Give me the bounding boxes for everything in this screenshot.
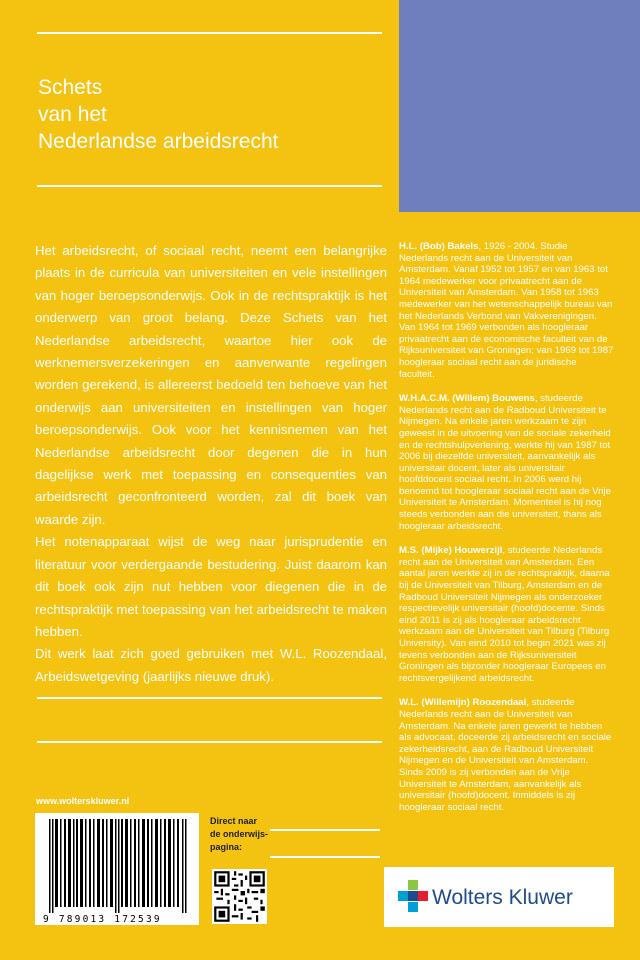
wolters-kluwer-logo-icon bbox=[398, 880, 428, 912]
author-name: W.H.A.C.M. (Willem) Bouwens bbox=[399, 393, 535, 405]
direct-rule-1 bbox=[270, 829, 380, 831]
title-line-3: Nederlandse arbeidsrecht bbox=[38, 130, 279, 153]
isbn-number: 9 789013 172539 bbox=[43, 914, 162, 925]
author-bio-text: , studeerde Nederlands recht aan de Universiteit van Amsterdam. Na enkele jaren gewerkt te hebben als advocaat, doceerde zij arbeidsrecht en sociale zekerheidsrecht, aan de Radboud Universiteit Nijmegen en de Universiteit van Amsterdam. Sinds 2009 is zij verbonden aan de Vrije Universiteit te Amsterdam, aanvankelijk als universitair (hoofd)docent. Inmiddels is zij hoogleraar sociaal recht. bbox=[399, 697, 612, 813]
publisher-logo bbox=[384, 867, 614, 927]
author-bio-text: , studeerde Nederlands recht aan de Universiteit van Amsterdam. Een aantal jaren werkte zij in de rechtspraktijk, daarna bij de Universiteit van Tilburg, Amsterdam en de Radboud Universiteit Nijmegen als onderzoeker respectievelijk universitair (hoofd)docente. Sinds eind 2011 is zij als hoogleraar arbeidsrecht werkzaam aan de Universiteit van Tilburg (Tilburg University). Van eind 2010 tot begin 2021 was zij tevens verbonden aan de Rijksuniversiteit Groningen als bijzonder hoogleraar Europees en rechtsvergelijkend arbeidsrecht. bbox=[399, 545, 610, 684]
author-name: H.L. (Bob) Bakels bbox=[399, 241, 479, 252]
direct-line-1: Direct naar bbox=[210, 816, 258, 826]
author-name: W.L. (Willemijn) Roozendaal bbox=[399, 697, 527, 709]
qr-code[interactable] bbox=[212, 869, 267, 924]
author-bio bbox=[399, 545, 614, 684]
description-paragraph-2: Het notenapparaat wijst de weg naar jurisprudentie en literatuur voor verdergaande bestudering. Juist daarom kan dit boek ook zijn nut hebben voor diegenen die in de rechtspraktijk met toepassing van het arbeidsrecht te maken hebben. bbox=[35, 534, 387, 639]
author-bios bbox=[399, 241, 614, 826]
direct-line-3: pagina: bbox=[210, 842, 243, 852]
author-name: M.S. (Mijke) Houwerzijl bbox=[399, 545, 503, 557]
blue-accent-block bbox=[399, 0, 640, 212]
author-bio bbox=[399, 241, 614, 380]
book-description bbox=[35, 240, 387, 688]
author-bio bbox=[399, 393, 614, 532]
top-rule-1 bbox=[37, 32, 382, 34]
direct-line-2: de onderwijs- bbox=[210, 829, 269, 839]
publisher-name: Wolters Kluwer bbox=[432, 886, 573, 909]
isbn-barcode bbox=[35, 813, 199, 925]
description-paragraph-1: Het arbeidsrecht, of sociaal recht, neemt een belangrijke plaats in de curricula van universiteiten en vele instellingen van hoger beroepsonderwijs. Ook in de rechtspraktijk is het onderwerp van groot belang. Deze Schets van het Nederlandse arbeidsrecht, waartoe hier ook de werknemersverzekeringen en aanverwante regelingen worden gerekend, is allereerst bedoeld ten behoeve van het onderwijs aan universiteiten en instellingen van hoger beroepsonderwijs. Ook voor het kennisnemen van het Nederlandse arbeidsrecht door degenen die in hun dagelijkse werk met toepassing en consequenties van arbeidsrecht geconfronteerd worden, zal dit boek van waarde zijn. bbox=[35, 243, 387, 527]
barcode-icon bbox=[43, 819, 193, 913]
bottom-rule-1 bbox=[37, 697, 382, 699]
direct-label bbox=[210, 815, 268, 854]
bottom-rule-2 bbox=[37, 741, 382, 743]
title-line-1: Schets bbox=[38, 76, 103, 99]
direct-rule-2 bbox=[270, 856, 380, 858]
website-link[interactable]: www.wolterskluwer.nl bbox=[36, 796, 130, 806]
title-line-2: van het bbox=[38, 103, 107, 126]
qr-code-icon bbox=[212, 869, 267, 924]
author-bio-text: , 1926 - 2004. Studie Nederlands recht aan de Universiteit van Amsterdam. Vanaf 1952 tot 1957 en van 1963 tot 1964 medewerker voor privaatrecht aan de Universiteit van Amsterdam. Van 1958 tot 1963 medewerker van het wetenschappelijk bureau van het Nederlands Verbond van Vakverenigingen. Van 1964 tot 1969 verbonden als hoogleraar privaatrecht aan de economische faculteit van de Rijksuniversiteit van Groningen; van 1969 tot 1987 hoogleraar sociaal recht aan de juridische faculteit. bbox=[399, 241, 614, 380]
description-paragraph-3: Dit werk laat zich goed gebruiken met W.L. Roozendaal, Arbeidswetgeving (jaarlijks nieuwe druk). bbox=[35, 646, 387, 684]
top-rule-2 bbox=[37, 185, 382, 187]
author-bio bbox=[399, 697, 614, 813]
author-bio-text: , studeerde Nederlands recht aan de Radboud Universiteit te Nijmegen. Na enkele jaren werkzaam te zijn geweest in de uitvoering van de sociale zekerheid en de rechtshulpverlening, werkte hij van 1987 tot 2006 bij diezelfde universiteit, aanvankelijk als universitair docent, later als universitair hoofddocent sociaal recht. In 2006 werd hij benoemd tot hoogleraar sociaal recht aan de Vrije Universiteit te Amsterdam. Momenteel is hij nog steeds verbonden aan die universiteit, thans als hoogleraar arbeidsrecht. bbox=[399, 393, 611, 532]
book-title bbox=[38, 74, 278, 155]
